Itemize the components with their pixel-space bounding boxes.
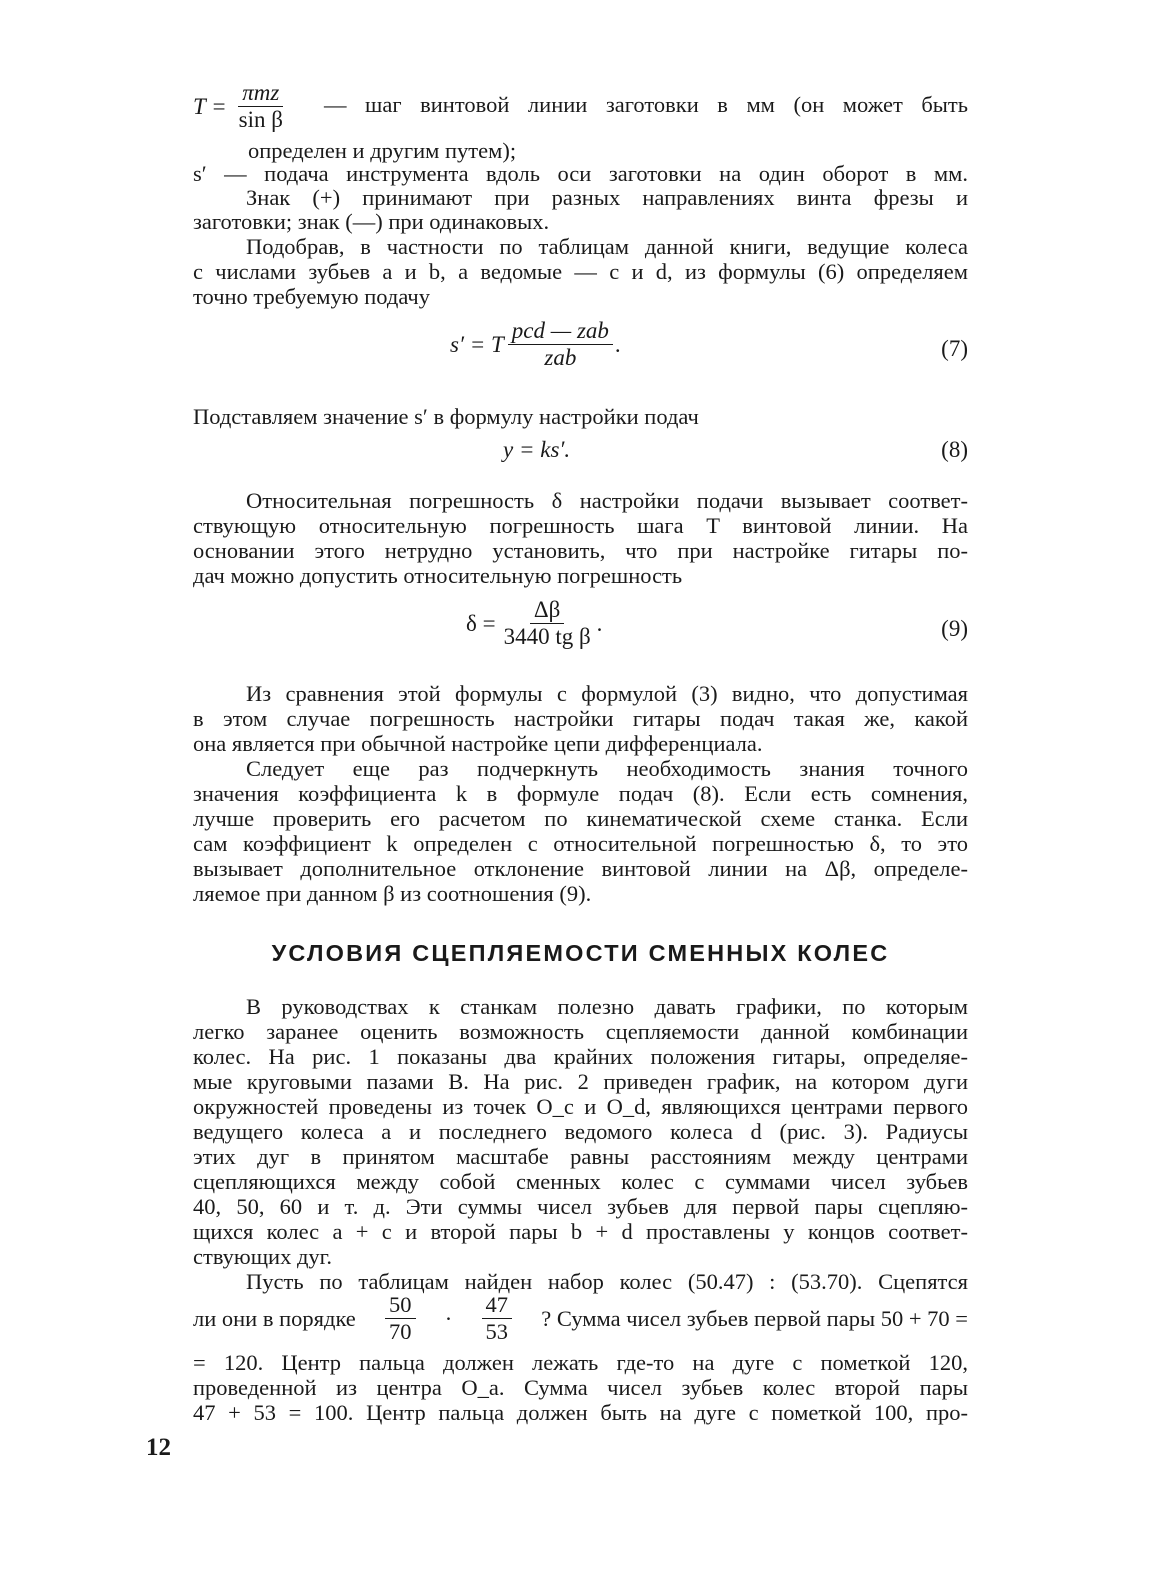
guides-line-8: сцепляющихся между собой сменных колес с суммами чисел зубьев [193, 1169, 968, 1194]
definition-s: s′ — подача инструмента вдоль оси заготовки на один оборот в мм. [193, 161, 968, 186]
formula-t-lhs: T = [193, 93, 227, 119]
example-fraction-1-num: 50 [385, 1292, 416, 1319]
guides-line-9: 40, 50, 60 и т. д. Эти суммы чисел зубьев для первой пары сцепляю- [193, 1194, 968, 1219]
sign-line-1: Знак (+) принимают при разных направлениях винта фрезы и [246, 185, 968, 210]
relative-line-1: Относительная погрешность δ настройки подачи вызывает соответ- [246, 488, 968, 513]
substitute-line: Подставляем значение s′ в формулу настройки подач [193, 404, 699, 429]
equation-8: y = ks′. [503, 437, 571, 462]
guides-line-1: В руководствах к станкам полезно давать графики, по которым [246, 994, 968, 1019]
eq7-fraction [508, 318, 613, 371]
emphasize-line-3: лучше проверить его расчетом по кинематической схеме станка. Если [193, 806, 968, 831]
emphasize-line-2: значения коэффициента k в формуле подач (8). Если есть сомнения, [193, 781, 968, 806]
example-prefix: ли они в порядке [193, 1305, 356, 1331]
relative-line-2: ствующую относительную погрешность шага T винтовой линии. На [193, 513, 968, 538]
example-fraction-2-den: 53 [485, 1319, 509, 1344]
example-suffix: ? Сумма чисел зубьев первой пары 50 + 70 = [541, 1305, 968, 1331]
emphasize-line-4: сам коэффициент k определен с относительной погрешностью δ, то это [193, 831, 968, 856]
compare-line-2: в этом случае погрешность настройки гитары подач такая же, какой [193, 706, 968, 731]
select-line-3: точно требуемую подачу [193, 284, 430, 309]
eq7-denominator: zab [544, 345, 577, 370]
relative-line-3: основании этого нетрудно установить, что при настройке гитары по- [193, 538, 968, 563]
example-fraction-1-den: 70 [389, 1319, 412, 1344]
eq7-lhs: s′ = T [450, 331, 504, 357]
eq9-numerator: Δβ [530, 597, 565, 624]
guides-line-3: колес. На рис. 1 показаны два крайних положения гитары, определяе- [193, 1044, 968, 1069]
example-fraction-line [193, 1292, 968, 1345]
guides-line-10: щихся колес a + c и второй пары b + d проставлены у концов соответ- [193, 1219, 968, 1244]
emphasize-line-5: вызывает дополнительное отклонение винтовой линии на Δβ, определе- [193, 856, 968, 881]
example-rest-line-2: проведенной из центра O_a. Сумма чисел зубьев колес второй пары [193, 1375, 968, 1400]
formula-t-denominator: sin β [238, 107, 283, 132]
example-rest-line-3: 47 + 53 = 100. Центр пальца должен быть на дуге с пометкой 100, про- [193, 1400, 968, 1425]
guides-line-6: ведущего колеса a и последнего ведомого колеса d (рис. 3). Радиусы [193, 1119, 968, 1144]
section-heading: УСЛОВИЯ СЦЕПЛЯЕМОСТИ СМЕННЫХ КОЛЕС [271, 940, 890, 966]
select-line-1: Подобрав, в частности по таблицам данной книги, ведущие колеса [246, 234, 968, 259]
eq7-tail: . [614, 331, 621, 357]
formula-t-description: — шаг винтовой линии заготовки в мм (он может быть [324, 92, 968, 117]
guides-line-11: ствующих дуг. [193, 1244, 332, 1269]
example-line-1: Пусть по таблицам найден набор колес (50.47) : (53.70). Сцепятся [246, 1269, 968, 1294]
eq9-denominator: 3440 tg β [503, 624, 591, 649]
example-fraction-2-num: 47 [482, 1292, 513, 1319]
emphasize-line-1: Следует еще раз подчеркнуть необходимость знания точного [246, 756, 968, 781]
formula-t [193, 80, 291, 133]
compare-line-1: Из сравнения этой формулы с формулой (3) видно, что допустимая [246, 681, 968, 706]
guides-line-4: мые круговыми пазами B. На рис. 2 приведен график, на котором дуги [193, 1069, 968, 1094]
guides-line-2: легко заранее оценить возможность сцепляемости данной комбинации [193, 1019, 968, 1044]
eq9-lhs: δ = [466, 610, 496, 636]
equation-7 [450, 318, 621, 371]
formula-t-numerator: πmz [238, 80, 283, 107]
formula-t-description-cont: определен и другим путем); [248, 138, 517, 163]
eq9-fraction [500, 597, 595, 650]
relative-line-4: дач можно допустить относительную погрешность [193, 563, 683, 588]
eq7-label: (7) [941, 336, 968, 361]
eq9-label: (9) [941, 616, 968, 641]
compare-line-3: она является при обычной настройке цепи дифференциала. [193, 731, 763, 756]
example-fraction-1 [385, 1292, 416, 1345]
eq8-label: (8) [941, 437, 968, 462]
sign-line-2: заготовки; знак (—) при одинаковых. [193, 209, 550, 234]
page-number: 12 [146, 1434, 171, 1461]
guides-line-5: окружностей проведены из точек O_c и O_d, являющихся центрами первого [193, 1094, 968, 1119]
guides-line-7: этих дуг в принятом масштабе равны расстояниям между центрами [193, 1144, 968, 1169]
select-line-2: с числами зубьев a и b, а ведомые — c и d, из формулы (6) определяем [193, 259, 968, 284]
formula-t-fraction [235, 80, 287, 133]
equation-9 [466, 597, 602, 650]
emphasize-line-6: ляемое при данном β из соотношения (9). [193, 881, 592, 906]
example-dot: · [444, 1305, 453, 1331]
example-rest-line-1: = 120. Центр пальца должен лежать где-то на дуге с пометкой 120, [193, 1350, 968, 1375]
eq7-numerator: pcd — zab [508, 318, 613, 345]
eq9-tail: . [596, 610, 603, 636]
example-fraction-2 [482, 1292, 513, 1345]
